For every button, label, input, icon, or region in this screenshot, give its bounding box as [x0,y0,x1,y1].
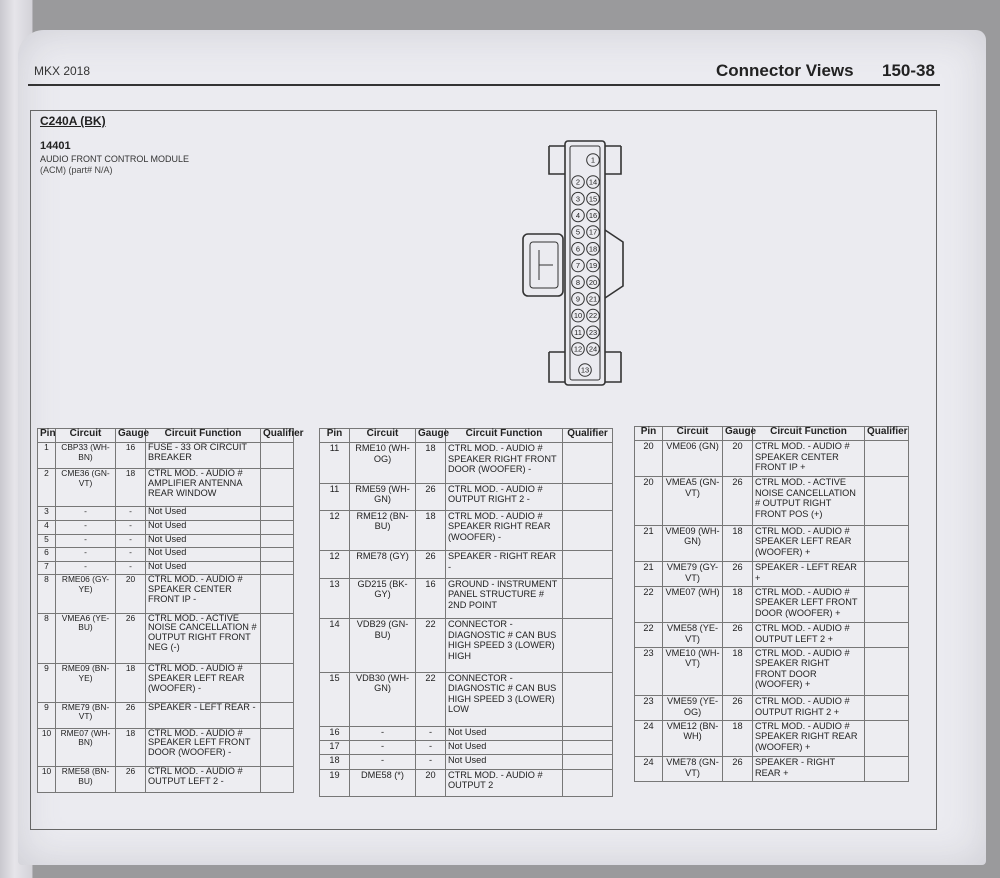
pin-cell: 16 [320,726,350,740]
pin-number-label: 9 [575,294,581,304]
gauge-cell: 18 [723,647,753,695]
function-cell: CTRL MOD. - AUDIO # OUTPUT RIGHT 2 - [446,483,563,510]
pin-number-label: 17 [588,227,598,237]
pin-cell: 23 [635,647,663,695]
gauge-cell: - [116,507,146,521]
function-cell: CTRL MOD. - AUDIO # SPEAKER LEFT FRONT DOOR (WOOFER) + [753,586,865,622]
function-cell: CTRL MOD. - AUDIO # OUTPUT LEFT 2 + [753,623,865,648]
qualifier-cell [563,483,613,510]
function-cell: Not Used [146,548,261,562]
pin-cell: 2 [38,468,56,506]
table-row [320,740,613,754]
pin-cell: 19 [320,769,350,796]
qualifier-cell [563,443,613,484]
qualifier-cell [563,510,613,551]
qualifier-cell [563,740,613,754]
function-cell: Not Used [146,534,261,548]
qualifier-cell [563,672,613,726]
pin-cell: 24 [635,757,663,782]
function-cell: Not Used [146,561,261,575]
table-row [635,647,909,695]
function-cell: CTRL MOD. - AUDIO # SPEAKER RIGHT FRONT DOOR (WOOFER) + [753,647,865,695]
circuit-cell: VME09 (WH-GN) [663,525,723,561]
circuit-cell: VMEA5 (GN-VT) [663,477,723,525]
pin-number-label: 4 [575,211,581,220]
gauge-cell: - [416,755,446,769]
header-pin: Pin [635,427,663,441]
gauge-cell: - [116,561,146,575]
gauge-cell: 26 [723,696,753,721]
function-cell: CTRL MOD. - ACTIVE NOISE CANCELLATION # OUTPUT RIGHT FRONT POS (+) [753,477,865,525]
function-cell: CTRL MOD. - AUDIO # SPEAKER LEFT FRONT DOOR (WOOFER) - [146,728,261,766]
circuit-cell: - [56,507,116,521]
circuit-cell: VME78 (GN-VT) [663,757,723,782]
function-cell: CTRL MOD. - AUDIO # SPEAKER RIGHT REAR (WOOFER) + [753,720,865,756]
pin-number-label: 10 [573,311,583,321]
table-row [38,575,294,613]
table-row [38,702,294,728]
circuit-cell: RME58 (BN-BU) [56,766,116,792]
header-qualifier: Qualifier [563,429,613,443]
table-row [38,728,294,766]
pin-cell: 10 [38,766,56,792]
pin-cell: 12 [320,551,350,578]
gauge-cell: 16 [116,443,146,469]
pin-cell: 18 [320,755,350,769]
pin-number-label: 20 [588,277,598,287]
function-cell: CTRL MOD. - AUDIO # OUTPUT RIGHT 2 + [753,696,865,721]
pin-cell: 23 [635,696,663,721]
pin-number-label: 3 [575,194,581,204]
function-cell: Not Used [446,726,563,740]
circuit-cell: RME78 (GY) [350,551,416,578]
function-cell: SPEAKER - LEFT REAR + [753,562,865,587]
pin-cell: 8 [38,575,56,613]
table-row [320,755,613,769]
gauge-cell: 26 [723,757,753,782]
pinout-table-middle [319,428,613,797]
table-row [635,441,909,477]
header-gauge: Gauge [416,429,446,443]
table-row [635,586,909,622]
pin-number-label: 14 [588,177,598,187]
gauge-cell: - [416,726,446,740]
pin-cell: 14 [320,619,350,673]
gauge-cell: - [416,740,446,754]
function-cell: CTRL MOD. - AUDIO # SPEAKER LEFT REAR (WOOFER) + [753,525,865,561]
gauge-cell: 26 [116,702,146,728]
function-cell: CTRL MOD. - AUDIO # SPEAKER RIGHT FRONT DOOR (WOOFER) - [446,443,563,484]
qualifier-cell [563,551,613,578]
table-row [635,623,909,648]
function-cell: CTRL MOD. - AUDIO # OUTPUT 2 [446,769,563,796]
pin-cell: 20 [635,441,663,477]
gauge-cell: 18 [723,586,753,622]
header-qualifier: Qualifier [261,429,294,443]
function-cell: CTRL MOD. - AUDIO # SPEAKER LEFT REAR (WOOFER) - [146,664,261,702]
circuit-cell: - [350,740,416,754]
qualifier-cell [261,468,294,506]
pin-number-label: 21 [588,294,598,304]
pin-cell: 17 [320,740,350,754]
circuit-cell: DME58 (*) [350,769,416,796]
function-cell: CONNECTOR - DIAGNOSTIC # CAN BUS HIGH SPEED 3 (LOWER) LOW [446,672,563,726]
table-row [635,757,909,782]
table-row [320,483,613,510]
pinout-table-left [37,428,304,793]
header-gauge: Gauge [116,429,146,443]
circuit-cell: VME06 (GN) [663,441,723,477]
table-row [635,562,909,587]
table-row [320,578,613,619]
qualifier-cell [261,561,294,575]
circuit-cell: VME79 (GY-VT) [663,562,723,587]
pinout-table-right [634,426,909,782]
pin-cell: 8 [38,613,56,664]
function-cell: CTRL MOD. - AUDIO # OUTPUT LEFT 2 - [146,766,261,792]
pin-cell: 22 [635,586,663,622]
pin-number-label: 23 [588,327,598,337]
table-row [320,551,613,578]
circuit-cell: RME59 (WH-GN) [350,483,416,510]
table-row [320,443,613,484]
page-number: 150-38 [882,61,935,80]
table-row [320,510,613,551]
pin-number-label: 2 [575,177,581,187]
gauge-cell: 18 [416,510,446,551]
circuit-cell: - [350,726,416,740]
qualifier-cell [865,525,909,561]
pin-number-label: 12 [573,344,583,354]
circuit-cell: GD215 (BK-GY) [350,578,416,619]
pin-number-label: 7 [575,261,581,271]
circuit-cell: RME79 (BN-VT) [56,702,116,728]
circuit-cell: VDB30 (WH-GN) [350,672,416,726]
pin-cell: 10 [38,728,56,766]
circuit-cell: VME59 (YE-OG) [663,696,723,721]
header-pin: Pin [320,429,350,443]
section-title: Connector Views [716,61,854,80]
pin-cell: 1 [38,443,56,469]
table-row [38,520,294,534]
pin-number-label: 15 [588,194,598,204]
pin-number-label: 19 [588,261,598,271]
header-function: Circuit Function [753,427,865,441]
gauge-cell: - [116,520,146,534]
pin-number-label: 5 [575,227,581,237]
circuit-cell: VDB29 (GN-BU) [350,619,416,673]
gauge-cell: 26 [723,623,753,648]
header-function: Circuit Function [446,429,563,443]
table-row [320,619,613,673]
table-row [38,613,294,664]
gauge-cell: 26 [416,551,446,578]
gauge-cell: 18 [116,728,146,766]
function-cell: CTRL MOD. - AUDIO # SPEAKER RIGHT REAR (WOOFER) - [446,510,563,551]
function-cell: SPEAKER - RIGHT REAR + [753,757,865,782]
function-cell: Not Used [146,507,261,521]
qualifier-cell [261,664,294,702]
pin-cell: 5 [38,534,56,548]
header-gauge: Gauge [723,427,753,441]
pin-cell: 9 [38,702,56,728]
pin-cell: 21 [635,562,663,587]
function-cell: CTRL MOD. - AUDIO # AMPLIFIER ANTENNA REAR WINDOW [146,468,261,506]
gauge-cell: 16 [416,578,446,619]
qualifier-cell [865,562,909,587]
gauge-cell: 22 [416,619,446,673]
table-row [38,548,294,562]
pin-number-label: 18 [588,244,598,254]
book-title: MKX 2018 [34,64,91,78]
function-cell: CTRL MOD. - ACTIVE NOISE CANCELLATION # OUTPUT RIGHT FRONT NEG (-) [146,613,261,664]
connector-face-diagram [515,138,635,390]
qualifier-cell [261,548,294,562]
pin-cell: 6 [38,548,56,562]
circuit-cell: CBP33 (WH-BN) [56,443,116,469]
circuit-cell: RME07 (WH-BN) [56,728,116,766]
circuit-cell: VME58 (YE-VT) [663,623,723,648]
connector-part-number: 14401 [40,140,71,152]
circuit-cell: - [56,534,116,548]
qualifier-cell [261,728,294,766]
qualifier-cell [261,702,294,728]
table-row [320,769,613,796]
pin-number-label: 6 [575,244,581,254]
function-cell: Not Used [446,755,563,769]
gauge-cell: 18 [723,720,753,756]
circuit-cell: RME06 (GY-YE) [56,575,116,613]
table-row [38,468,294,506]
qualifier-cell [261,534,294,548]
qualifier-cell [865,586,909,622]
function-cell: CTRL MOD. - AUDIO # SPEAKER CENTER FRONT IP - [146,575,261,613]
circuit-cell: VME07 (WH) [663,586,723,622]
pin-cell: 20 [635,477,663,525]
circuit-cell: RME10 (WH-OG) [350,443,416,484]
circuit-cell: VME10 (WH-VT) [663,647,723,695]
gauge-cell: 18 [723,525,753,561]
table-row [320,672,613,726]
gauge-cell: - [116,548,146,562]
header-circuit: Circuit [350,429,416,443]
pin-cell: 11 [320,483,350,510]
circuit-cell: RME12 (BN-BU) [350,510,416,551]
pin-cell: 13 [320,578,350,619]
circuit-cell: - [56,548,116,562]
header-circuit: Circuit [56,429,116,443]
gauge-cell: 26 [416,483,446,510]
pin-number-label: 1 [590,155,596,165]
table-row [635,477,909,525]
circuit-cell: RME09 (BN-YE) [56,664,116,702]
table-row [38,507,294,521]
qualifier-cell [865,757,909,782]
gauge-cell: 26 [116,613,146,664]
qualifier-cell [261,443,294,469]
circuit-cell: - [56,520,116,534]
circuit-cell: - [56,561,116,575]
table-row [38,534,294,548]
header-rule [28,84,940,86]
table-row [320,726,613,740]
header-function: Circuit Function [146,429,261,443]
qualifier-cell [865,441,909,477]
pin-number-label: 11 [574,327,582,337]
function-cell: SPEAKER - RIGHT REAR - [446,551,563,578]
gauge-cell: 18 [116,664,146,702]
circuit-cell: CME36 (GN-VT) [56,468,116,506]
table-row [635,696,909,721]
connector-module-name: AUDIO FRONT CONTROL MODULE [40,154,190,164]
pin-number-label: 13 [580,365,590,375]
gauge-cell: 20 [416,769,446,796]
pin-number-label: 16 [588,211,598,220]
pin-cell: 15 [320,672,350,726]
table-row [38,766,294,792]
qualifier-cell [261,520,294,534]
function-cell: FUSE - 33 OR CIRCUIT BREAKER [146,443,261,469]
pin-number-label: 24 [588,344,598,354]
pin-cell: 9 [38,664,56,702]
table-row [38,664,294,702]
function-cell: CONNECTOR - DIAGNOSTIC # CAN BUS HIGH SPEED 3 (LOWER) HIGH [446,619,563,673]
qualifier-cell [865,720,909,756]
gauge-cell: - [116,534,146,548]
pin-cell: 12 [320,510,350,551]
pin-cell: 7 [38,561,56,575]
function-cell: Not Used [146,520,261,534]
function-cell: Not Used [446,740,563,754]
qualifier-cell [563,726,613,740]
function-cell: CTRL MOD. - AUDIO # SPEAKER CENTER FRONT IP + [753,441,865,477]
circuit-cell: - [350,755,416,769]
pin-cell: 3 [38,507,56,521]
gauge-cell: 20 [723,441,753,477]
gauge-cell: 22 [416,672,446,726]
pin-cell: 11 [320,443,350,484]
pin-cell: 21 [635,525,663,561]
pin-cell: 24 [635,720,663,756]
table-row [635,720,909,756]
qualifier-cell [563,755,613,769]
qualifier-cell [261,766,294,792]
table-row [38,561,294,575]
function-cell: GROUND - INSTRUMENT PANEL STRUCTURE # 2ND POINT [446,578,563,619]
gauge-cell: 18 [116,468,146,506]
pin-number-label: 22 [588,311,598,321]
gauge-cell: 26 [116,766,146,792]
gauge-cell: 20 [116,575,146,613]
qualifier-cell [865,647,909,695]
pin-cell: 22 [635,623,663,648]
connector-id: C240A (BK) [40,114,106,128]
pin-cell: 4 [38,520,56,534]
pin-number-label: 8 [575,277,581,287]
qualifier-cell [865,696,909,721]
qualifier-cell [865,623,909,648]
header-qualifier: Qualifier [865,427,909,441]
gauge-cell: 26 [723,562,753,587]
qualifier-cell [865,477,909,525]
circuit-cell: VME12 (BN-WH) [663,720,723,756]
qualifier-cell [261,613,294,664]
qualifier-cell [563,619,613,673]
circuit-cell: VMEA6 (YE-BU) [56,613,116,664]
qualifier-cell [563,578,613,619]
qualifier-cell [261,575,294,613]
qualifier-cell [563,769,613,796]
function-cell: SPEAKER - LEFT REAR - [146,702,261,728]
gauge-cell: 18 [416,443,446,484]
header-circuit: Circuit [663,427,723,441]
gauge-cell: 26 [723,477,753,525]
table-row [635,525,909,561]
connector-part-ref: (ACM) (part# N/A) [40,165,113,175]
qualifier-cell [261,507,294,521]
header-pin: Pin [38,429,56,443]
table-row [38,443,294,469]
